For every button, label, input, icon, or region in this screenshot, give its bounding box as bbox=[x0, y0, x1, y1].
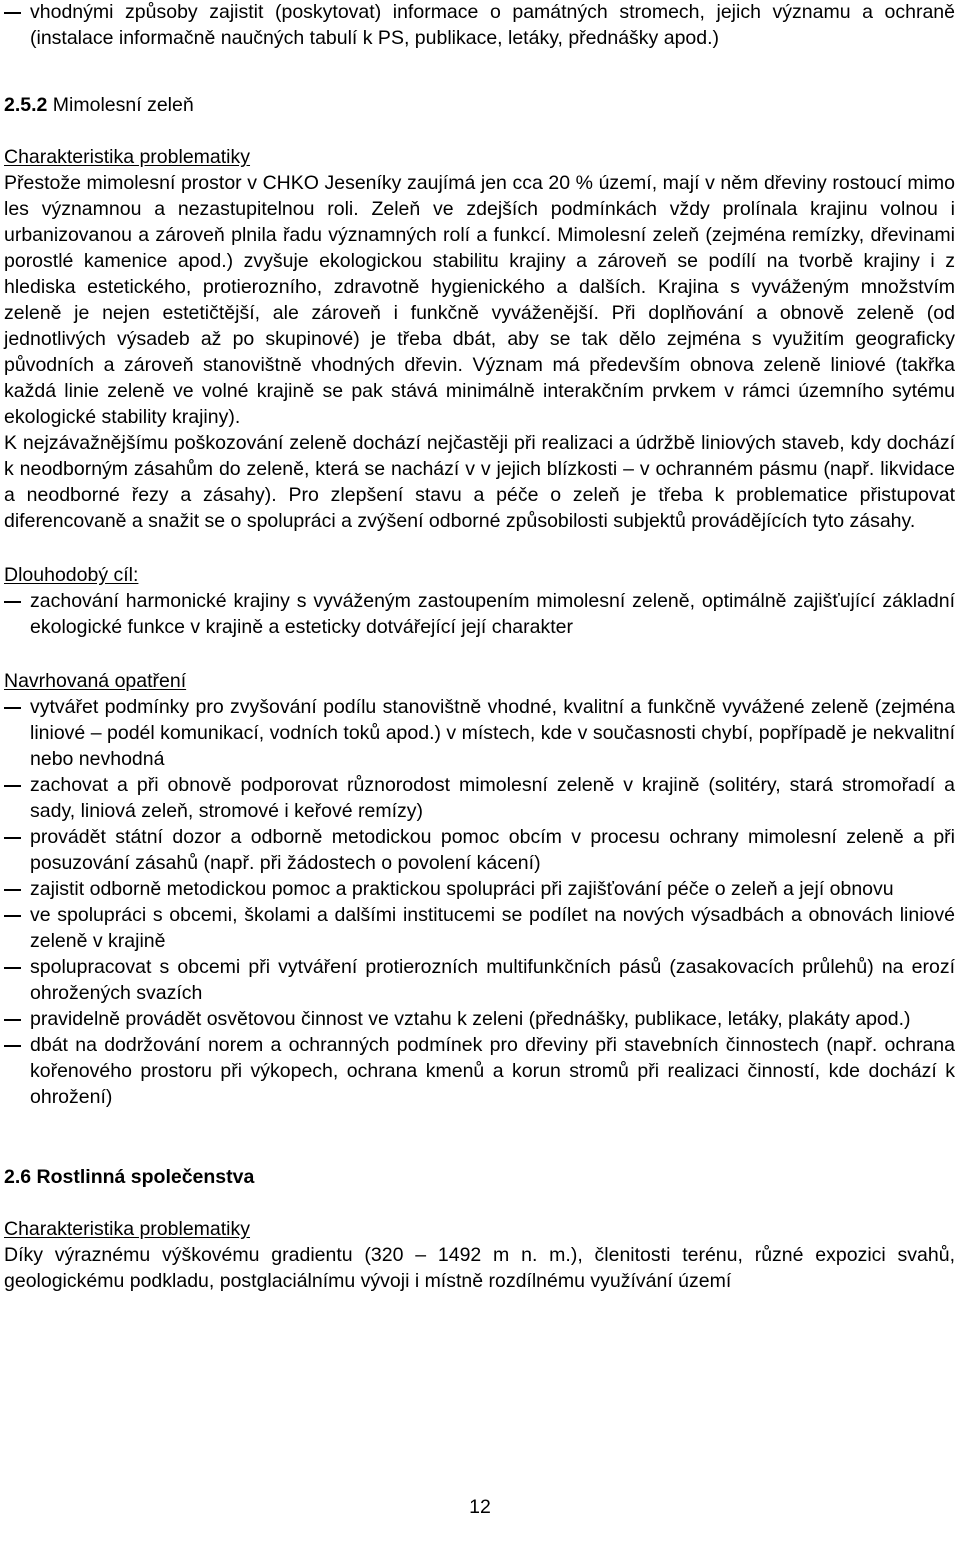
list-item: pravidelně provádět osvětovou činnost ve vztahu k zeleni (přednášky, publikace, letáky, plakáty apod.) bbox=[4, 1006, 955, 1032]
measures-bullet-list bbox=[4, 694, 955, 1110]
section-252-heading-text: 2.5.2 Mimolesní zeleň bbox=[4, 94, 194, 116]
top-bullet-list bbox=[4, 0, 955, 51]
section-252-paragraph-2: K nejzávažnějšímu poškozování zeleně dochází nejčastěji při realizaci a údržbě liniových staveb, kdy dochází k neodborným zásahům do zeleně, která se nachází v v jejich blízkosti – v ochranném pásmu (např. likvidace a neodborné řezy a zásahy). Pro zlepšení stavu a péče o zeleň je třeba k problematice přistupovat diferencovaně a snažit se o spolupráci a zvýšení odborné způsobilosti subjektů provádějících tyto zásahy. bbox=[4, 432, 955, 532]
section-252-heading bbox=[4, 92, 955, 118]
list-item: provádět státní dozor a odborně metodickou pomoc obcím v procesu ochrany mimolesní zeleně a při posuzování zásahů (např. při žádostech o povolení kácení) bbox=[4, 824, 955, 876]
document-page bbox=[4, 0, 955, 1294]
list-item: dbát na dodržování norem a ochranných podmínek pro dřeviny při stavebních činnostech (např. ochrana kořenového prostoru při výkopech, ochrana kmenů a korun stromů při realizaci činností, kde dochází k ohrožení) bbox=[4, 1032, 955, 1110]
page-number: 12 bbox=[469, 1496, 491, 1518]
list-item: ve spolupráci s obcemi, školami a dalšími institucemi se podílet na nových výsadbách a obnovách liniové zeleně v krajině bbox=[4, 902, 955, 954]
goal-bullet-list bbox=[4, 588, 955, 640]
list-item: spolupracovat s obcemi při vytváření protierozních multifunkčních pásů (zasakovacích průlehů) na erozí ohrožených svazích bbox=[4, 954, 955, 1006]
list-item: zachovat a při obnově podporovat různorodost mimolesní zeleně v krajině (solitéry, stará stromořadí a sady, liniová zeleň, stromové i keřové remízy) bbox=[4, 772, 955, 824]
section-252-subheading: Charakteristika problematiky bbox=[4, 146, 251, 168]
measures-heading: Navrhovaná opatření bbox=[4, 670, 187, 692]
goal-heading: Dlouhodobý cíl: bbox=[4, 564, 139, 586]
section-26-heading: 2.6 Rostlinná společenstva bbox=[4, 1166, 255, 1188]
list-item: zajistit odborně metodickou pomoc a praktickou spolupráci při zajišťování péče o zeleň a její obnovu bbox=[4, 876, 955, 902]
list-item: zachování harmonické krajiny s vyváženým zastoupením mimolesní zeleně, optimálně zajišťující základní ekologické funkce v krajině a esteticky dotvářející její charakter bbox=[4, 588, 955, 640]
list-item: vhodnými způsoby zajistit (poskytovat) informace o památných stromech, jejich významu a ochraně (instalace informačně naučných tabulí k PS, publikace, letáky, přednášky apod.) bbox=[4, 0, 955, 51]
section-26-paragraph: Díky výraznému výškovému gradientu (320 – 1492 m n. m.), členitosti terénu, různé expozici svahů, geologickému podkladu, postglaciálnímu vývoji i místně rozdílnému využívání území bbox=[4, 1244, 955, 1292]
list-item: vytvářet podmínky pro zvyšování podílu stanovištně vhodné, kvalitní a funkčně vyvážené zeleně (zejména liniové – podél komunikací, vodních toků apod.) v místech, kde v současnosti chybí, popřípadě je nekvalitní nebo nevhodná bbox=[4, 694, 955, 772]
section-26-subheading: Charakteristika problematiky bbox=[4, 1218, 251, 1240]
section-252-paragraph-1: Přestože mimolesní prostor v CHKO Jeseníky zaujímá jen cca 20 % území, mají v něm dřeviny rostoucí mimo les významnou a nezastupitelnou roli. Zeleň ve zdejších podmínkách vždy prolínala krajinu volnou i urbanizovanou a zároveň plnila řadu významných rolí a funkcí. Mimolesní zeleň (zejména remízky, dřevinami porostlé kamenice apod.) zvyšuje ekologickou stabilitu krajiny a zároveň se podílí na tvorbě krajiny i z hlediska estetického, protierozního, zdravotně hygienického a dalších. Krajina s vyváženým množstvím zeleně je nejen estetičtější, ale zároveň i funkčně vyváženější. Při doplňování a obnově zeleně (od jednotlivých výsadeb až po skupinové) je třeba dbát, aby se tak dělo zejména s využitím geograficky původních a zároveň stanovištně vhodných dřevin. Význam má především obnova zeleně liniové (takřka každá linie zeleně ve volné krajině se pak stává minimálně interakčním prvkem v rámci územního sytému ekologické stability krajiny). bbox=[4, 172, 955, 428]
